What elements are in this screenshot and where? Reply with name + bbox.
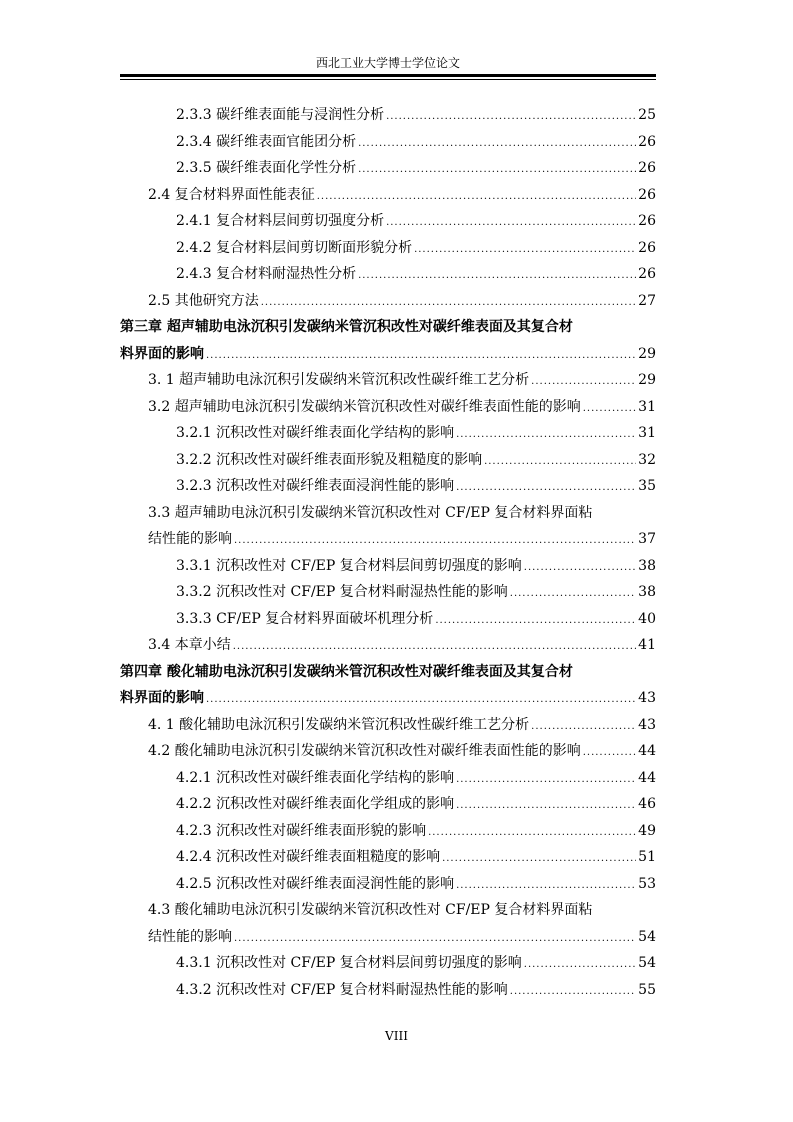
toc-entry-text: 4.2.5 沉积改性对碳纤维表面浸润性能的影响 [176,876,455,892]
toc-entry-text: 结性能的影响 [148,531,232,547]
toc-entry-page: 26 [638,213,656,229]
header-rule-thick [120,74,656,77]
toc-entry-text: 3.4 本章小结 [148,637,231,653]
toc-entry-text: 2.3.3 碳纤维表面能与浸润性分析 [176,107,385,123]
toc-entry-page: 55 [638,982,656,998]
toc-entry[interactable] [148,178,656,204]
toc-entry-text: 4.2.2 沉积改性对碳纤维表面化学组成的影响 [176,796,455,812]
toc-entry-text: 4.3 酸化辅助电泳沉积引发碳纳米管沉积改性对 CF/EP 复合材料界面粘 [148,902,593,918]
toc-entry-text: 4.2.1 沉积改性对碳纤维表面化学结构的影响 [176,770,455,786]
toc-entry-page: 26 [638,160,656,176]
toc-entry-text: 4. 1 酸化辅助电泳沉积引发碳纳米管沉积改性碳纤维工艺分析 [148,717,530,733]
toc-entry-text: 4.3.1 沉积改性对 CF/EP 复合材料层间剪切强度的影响 [176,955,522,971]
page-header: 西北工业大学博士学位论文 [315,56,460,70]
toc-entry-text: 4.3.2 沉积改性对 CF/EP 复合材料耐湿热性能的影响 [176,982,508,998]
toc-entry[interactable] [176,151,656,177]
toc-entry-page: 49 [638,823,656,839]
toc-entry-text: 4.2 酸化辅助电泳沉积引发碳纳米管沉积改性对碳纤维表面性能的影响 [148,743,581,759]
toc-entry[interactable] [176,575,656,601]
toc-entry-text: 3.3 超声辅助电泳沉积引发碳纳米管沉积改性对 CF/EP 复合材料界面粘 [148,505,593,521]
toc-entry[interactable] [120,337,656,363]
toc-entry-page: 25 [638,107,656,123]
toc-entry-page: 35 [638,478,656,494]
toc-entry[interactable] [148,920,656,946]
toc-entry[interactable] [120,681,656,707]
toc-entry-text: 3.3.3 CF/EP 复合材料界面破坏机理分析 [176,611,434,627]
toc-entry-page: 40 [638,611,656,627]
toc-entry-page: 29 [638,346,656,362]
toc-entry-text: 2.4.2 复合材料层间剪切断面形貌分析 [176,240,413,256]
toc-entry[interactable] [176,602,656,628]
toc-entry-page: 43 [638,717,656,733]
toc-entry-text: 结性能的影响 [148,929,232,945]
toc-entry[interactable] [148,390,656,416]
toc-entry[interactable] [176,443,656,469]
toc-entry-text: 3.3.1 沉积改性对 CF/EP 复合材料层间剪切强度的影响 [176,558,522,574]
page-number: VIII [385,1029,408,1043]
toc-entry-text: 3.2 超声辅助电泳沉积引发碳纳米管沉积改性对碳纤维表面性能的影响 [148,399,581,415]
header-rule-thin [120,79,656,80]
toc-entry-page: 38 [638,584,656,600]
toc-entry-page: 46 [638,796,656,812]
toc-entry[interactable] [176,204,656,230]
toc-entry-page: 31 [638,425,656,441]
toc-entry[interactable] [176,840,656,866]
toc-entry-text: 第四章 酸化辅助电泳沉积引发碳纳米管沉积改性对碳纤维表面及其复合材 [120,664,573,680]
toc-entry[interactable] [148,284,656,310]
toc-entry-text: 3.2.2 沉积改性对碳纤维表面形貌及粗糙度的影响 [176,452,483,468]
toc-entry[interactable] [176,946,656,972]
toc-entry-text: 2.3.4 碳纤维表面官能团分析 [176,134,357,150]
toc-entry-page: 32 [638,452,656,468]
toc-entry[interactable] [148,708,656,734]
toc-entry-page: 44 [638,770,656,786]
toc-entry[interactable] [148,496,656,522]
toc-entry-page: 26 [638,266,656,282]
toc-entry[interactable] [176,787,656,813]
toc-entry-page: 26 [638,187,656,203]
toc-entry-text: 第三章 超声辅助电泳沉积引发碳纳米管沉积改性对碳纤维表面及其复合材 [120,319,573,335]
toc-entry[interactable] [176,98,656,124]
toc-entry-text: 2.4 复合材料界面性能表征 [148,187,315,203]
toc-entry[interactable] [148,363,656,389]
toc-entry[interactable] [176,125,656,151]
toc-entry-page: 38 [638,558,656,574]
toc-entry-text: 2.4.3 复合材料耐湿热性分析 [176,266,357,282]
toc-entry[interactable] [148,893,656,919]
toc-entry-text: 4.2.4 沉积改性对碳纤维表面粗糙度的影响 [176,849,441,865]
toc-entry[interactable] [148,628,656,654]
toc-entry-page: 26 [638,134,656,150]
toc-entry[interactable] [176,761,656,787]
toc-entry-text: 3.2.3 沉积改性对碳纤维表面浸润性能的影响 [176,478,455,494]
toc-entry[interactable] [176,257,656,283]
toc-entry[interactable] [176,469,656,495]
toc-entry-text: 2.5 其他研究方法 [148,293,259,309]
toc-entry-page: 37 [638,531,656,547]
toc-entry-page: 54 [638,955,656,971]
toc-entry-page: 27 [638,293,656,309]
toc-entry-text: 3. 1 超声辅助电泳沉积引发碳纳米管沉积改性碳纤维工艺分析 [148,372,530,388]
toc-entry-text: 料界面的影响 [120,690,204,706]
toc-entry-page: 26 [638,240,656,256]
toc-entry-text: 2.3.5 碳纤维表面化学性分析 [176,160,357,176]
toc-chapter-heading[interactable] [120,310,656,336]
toc-entry-page: 44 [638,743,656,759]
toc-entry-page: 43 [638,690,656,706]
toc-entry-page: 51 [638,849,656,865]
toc-entry-text: 4.2.3 沉积改性对碳纤维表面形貌的影响 [176,823,427,839]
toc-entry[interactable] [176,231,656,257]
toc-entry-page: 53 [638,876,656,892]
toc-entry-text: 3.3.2 沉积改性对 CF/EP 复合材料耐湿热性能的影响 [176,584,508,600]
toc-entry[interactable] [176,973,656,999]
toc-entry[interactable] [148,522,656,548]
toc-entry-page: 54 [638,929,656,945]
toc-entry[interactable] [176,867,656,893]
toc-entry[interactable] [176,549,656,575]
toc-entry-text: 料界面的影响 [120,346,204,362]
toc-entry-text: 3.2.1 沉积改性对碳纤维表面化学结构的影响 [176,425,455,441]
toc-entry[interactable] [176,814,656,840]
toc-chapter-heading[interactable] [120,655,656,681]
toc-entry-page: 31 [638,399,656,415]
toc-entry[interactable] [148,734,656,760]
toc-entry[interactable] [176,416,656,442]
toc-entry-page: 29 [638,372,656,388]
toc-entry-page: 41 [638,637,656,653]
toc-entry-text: 2.4.1 复合材料层间剪切强度分析 [176,213,385,229]
